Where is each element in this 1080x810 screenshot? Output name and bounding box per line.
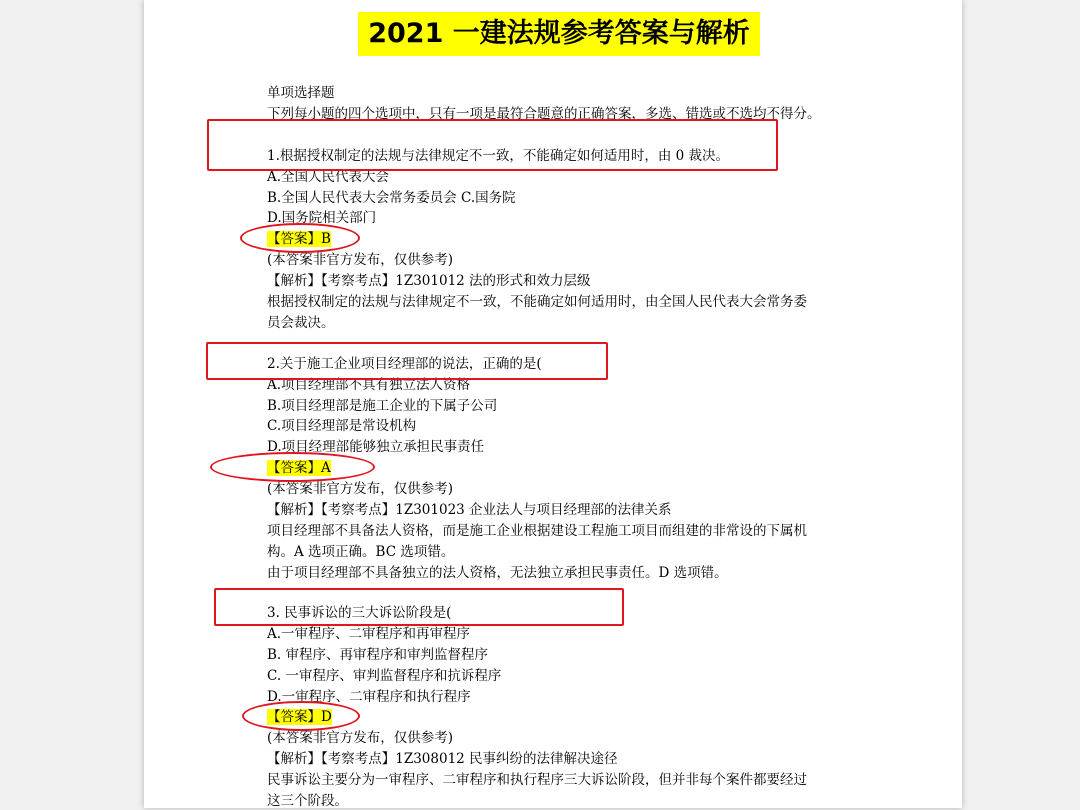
question-3-option: D.一审程序、二审程序和执行程序 bbox=[267, 689, 471, 705]
question-2-analysis: 由于项目经理部不具备独立的法人资格，无法独立承担民事责任。D 选项错。 bbox=[267, 565, 728, 581]
question-2-option: A.项目经理部不具有独立法人资格 bbox=[267, 377, 471, 393]
answer-3-annotation-oval bbox=[242, 701, 360, 731]
question-3-analysis-title: 【解析】【考察考点】1Z308012 民事纠纷的法律解决途径 bbox=[267, 751, 618, 767]
document-title: 2021 一建法规参考答案与解析 bbox=[368, 18, 750, 49]
question-3-option: C. 一审程序、审判监督程序和抗诉程序 bbox=[267, 668, 502, 684]
question-2-option: D.项目经理部能够独立承担民事责任 bbox=[267, 439, 485, 455]
question-3-option: A.一审程序、二审程序和再审程序 bbox=[267, 626, 471, 642]
question-1-annotation-box bbox=[207, 119, 778, 171]
question-1-analysis: 根据授权制定的法规与法律规定不一致，不能确定如何适用时，由全国人民代表大会常务委 bbox=[267, 294, 807, 310]
question-3-analysis: 这三个阶段。 bbox=[267, 793, 348, 809]
question-3-analysis: 民事诉讼主要分为一审程序、二审程序和执行程序三大诉讼阶段，但并非每个案件都要经过 bbox=[267, 772, 807, 788]
question-2-analysis-title: 【解析】【考察考点】1Z301023 企业法人与项目经理部的法律关系 bbox=[267, 502, 672, 518]
question-2-option: C.项目经理部是常设机构 bbox=[267, 418, 417, 434]
question-1-analysis: 员会裁决。 bbox=[267, 315, 335, 331]
question-1-stem: 1.根据授权制定的法规与法律规定不一致，不能确定如何适用时，由 0 裁决。 bbox=[267, 148, 730, 164]
question-3-option: B. 审程序、再审程序和审判监督程序 bbox=[267, 647, 489, 663]
question-3-answer: 【答案】D bbox=[267, 709, 332, 725]
section-heading: 单项选择题 bbox=[267, 85, 335, 101]
question-1-option: B.全国人民代表大会常务委员会 C.国务院 bbox=[267, 190, 516, 206]
question-2-analysis: 构。A 选项正确。BC 选项错。 bbox=[267, 544, 455, 560]
question-2-answer: 【答案】A bbox=[267, 460, 331, 476]
answer-1-annotation-oval bbox=[240, 223, 360, 253]
question-1-option: A.全国人民代表大会 bbox=[267, 169, 390, 185]
question-3-stem: 3. 民事诉讼的三大诉讼阶段是( bbox=[267, 605, 452, 621]
question-3-note: (本答案非官方发布，仅供参考) bbox=[267, 730, 454, 746]
question-2-analysis: 项目经理部不具备法人资格，而是施工企业根据建设工程施工项目而组建的非常设的下属机 bbox=[267, 523, 807, 539]
instructions: 下列每小题的四个选项中，只有一项是最符合题意的正确答案，多选、错选或不选均不得分。 bbox=[267, 106, 821, 122]
question-1-option: D.国务院相关部门 bbox=[267, 210, 377, 226]
answer-2-annotation-oval bbox=[210, 452, 375, 482]
question-1-note: (本答案非官方发布，仅供参考) bbox=[267, 252, 454, 268]
question-2-note: (本答案非官方发布，仅供参考) bbox=[267, 481, 454, 497]
question-2-annotation-box bbox=[206, 342, 608, 380]
question-2-option: B.项目经理部是施工企业的下属子公司 bbox=[267, 398, 498, 414]
question-2-stem: 2.关于施工企业项目经理部的说法，正确的是( bbox=[267, 356, 542, 372]
question-3-annotation-box bbox=[214, 588, 624, 626]
question-1-answer: 【答案】B bbox=[267, 231, 331, 247]
question-1-analysis-title: 【解析】【考察考点】1Z301012 法的形式和效力层级 bbox=[267, 273, 591, 289]
